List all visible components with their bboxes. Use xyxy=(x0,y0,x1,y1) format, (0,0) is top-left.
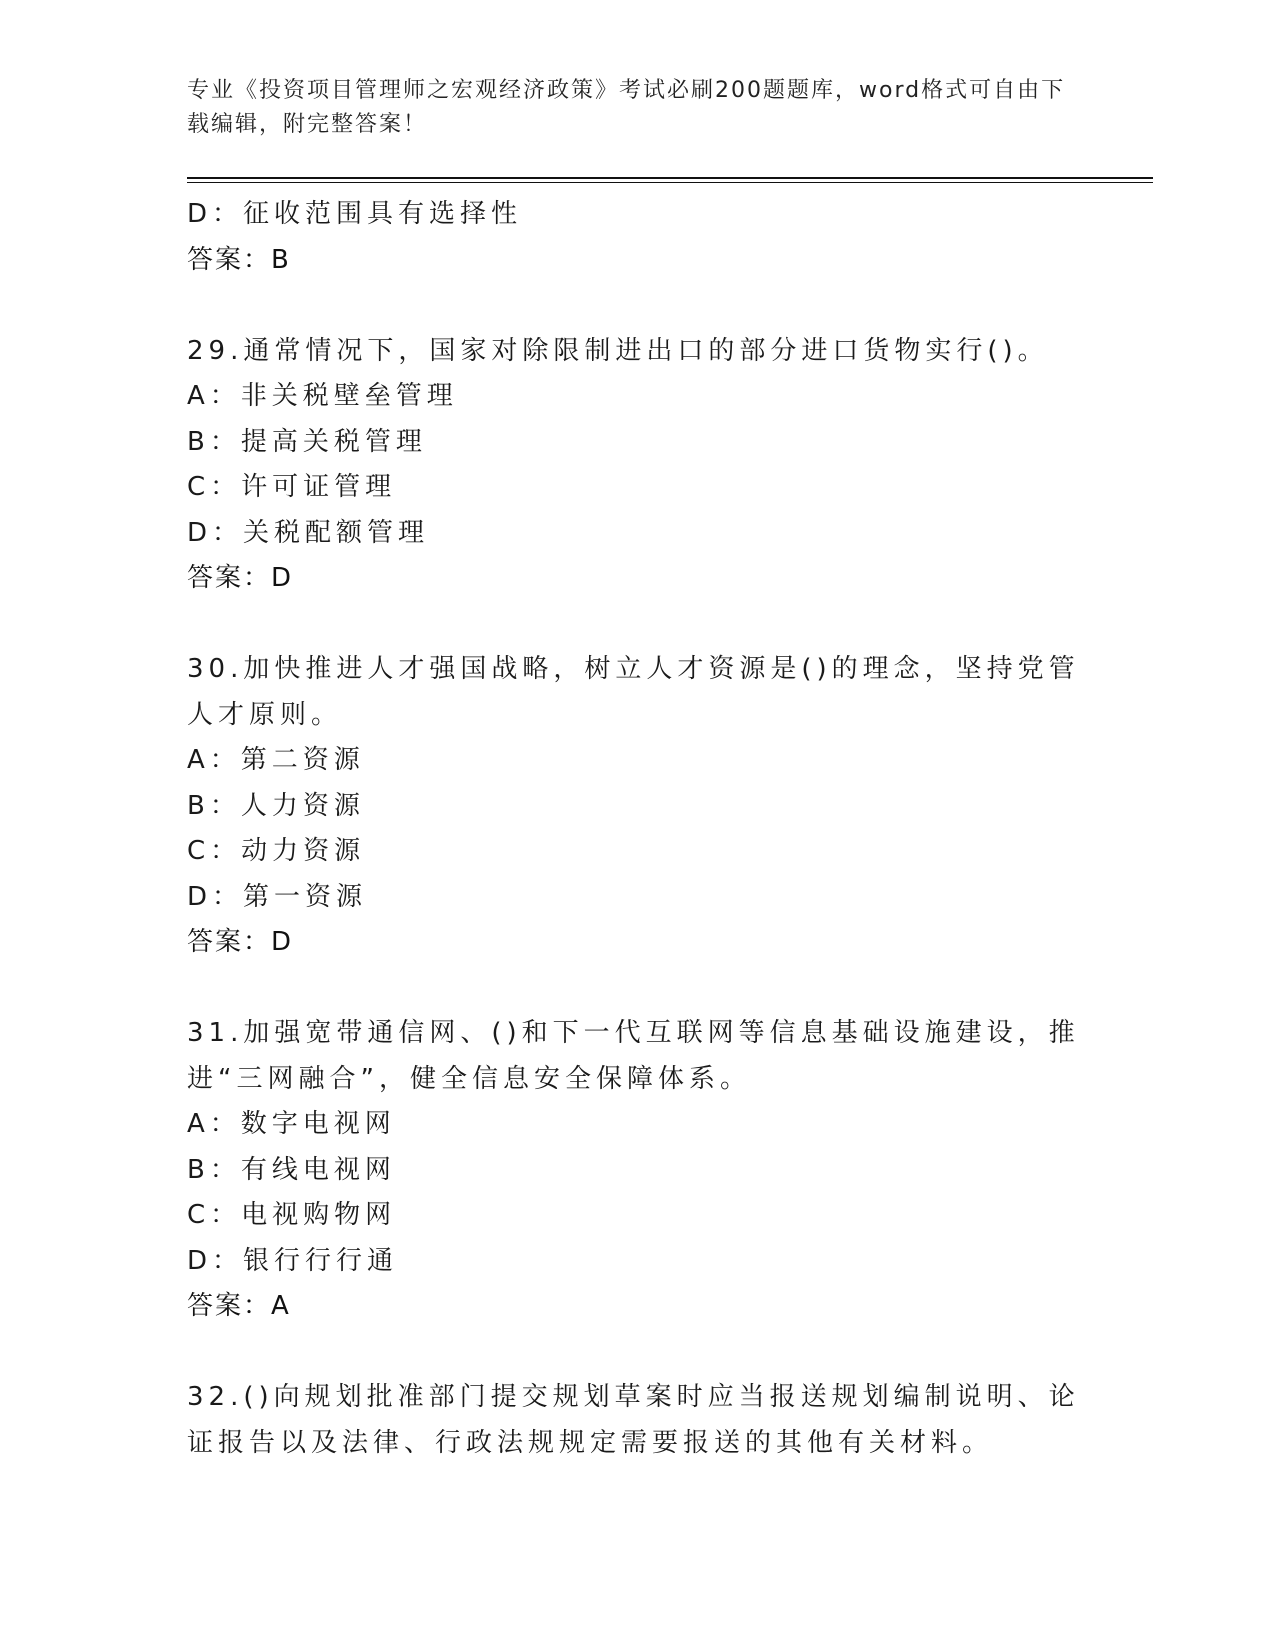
question-content xyxy=(187,192,1087,1466)
question-stem: 29.通常情况下，国家对除限制进出口的部分进口货物实行()。 xyxy=(187,335,1049,366)
question-32 xyxy=(187,1375,1087,1466)
carryover-option-d: D：征收范围具有选择性 xyxy=(187,199,523,229)
option-b: B：有线电视网 xyxy=(187,1154,396,1185)
option-a: A：第二资源 xyxy=(187,745,365,775)
header-divider xyxy=(187,177,1153,183)
document-header-title: 专业《投资项目管理师之宏观经济政策》考试必刷200题题库，word格式可自由下载编辑，附完整答案！ xyxy=(187,78,1066,137)
question-29 xyxy=(187,329,1087,602)
option-d: D：第一资源 xyxy=(187,881,368,912)
answer: 答案：D xyxy=(187,563,294,593)
spacer xyxy=(187,966,1087,1012)
option-c: C：电视购物网 xyxy=(187,1200,397,1230)
option-c: C：许可证管理 xyxy=(187,472,397,502)
question-stem: 30.加快推进人才强国战略，树立人才资源是()的理念，坚持党管人才原则。 xyxy=(187,654,1080,730)
option-c: C：动力资源 xyxy=(187,836,366,866)
option-a: A：非关税壁垒管理 xyxy=(187,381,458,411)
spacer xyxy=(187,283,1087,329)
option-b: B：提高关税管理 xyxy=(187,426,427,457)
option-a: A：数字电视网 xyxy=(187,1109,396,1139)
question-31 xyxy=(187,1011,1087,1330)
option-b: B：人力资源 xyxy=(187,790,365,821)
spacer xyxy=(187,1330,1087,1376)
question-30 xyxy=(187,647,1087,966)
question-stem: 32.()向规划批准部门提交规划草案时应当报送规划编制说明、论证报告以及法律、行政法规规定需要报送的其他有关材料。 xyxy=(187,1382,1080,1458)
option-d: D：关税配额管理 xyxy=(187,517,430,548)
spacer xyxy=(187,602,1087,648)
carryover-answer: 答案：B xyxy=(187,244,291,275)
answer: 答案：A xyxy=(187,1291,291,1321)
question-stem: 31.加强宽带通信网、()和下一代互联网等信息基础设施建设，推进“三网融合”，健全信息安全保障体系。 xyxy=(187,1018,1080,1094)
option-d: D：银行行行通 xyxy=(187,1245,399,1276)
answer: 答案：D xyxy=(187,927,294,957)
